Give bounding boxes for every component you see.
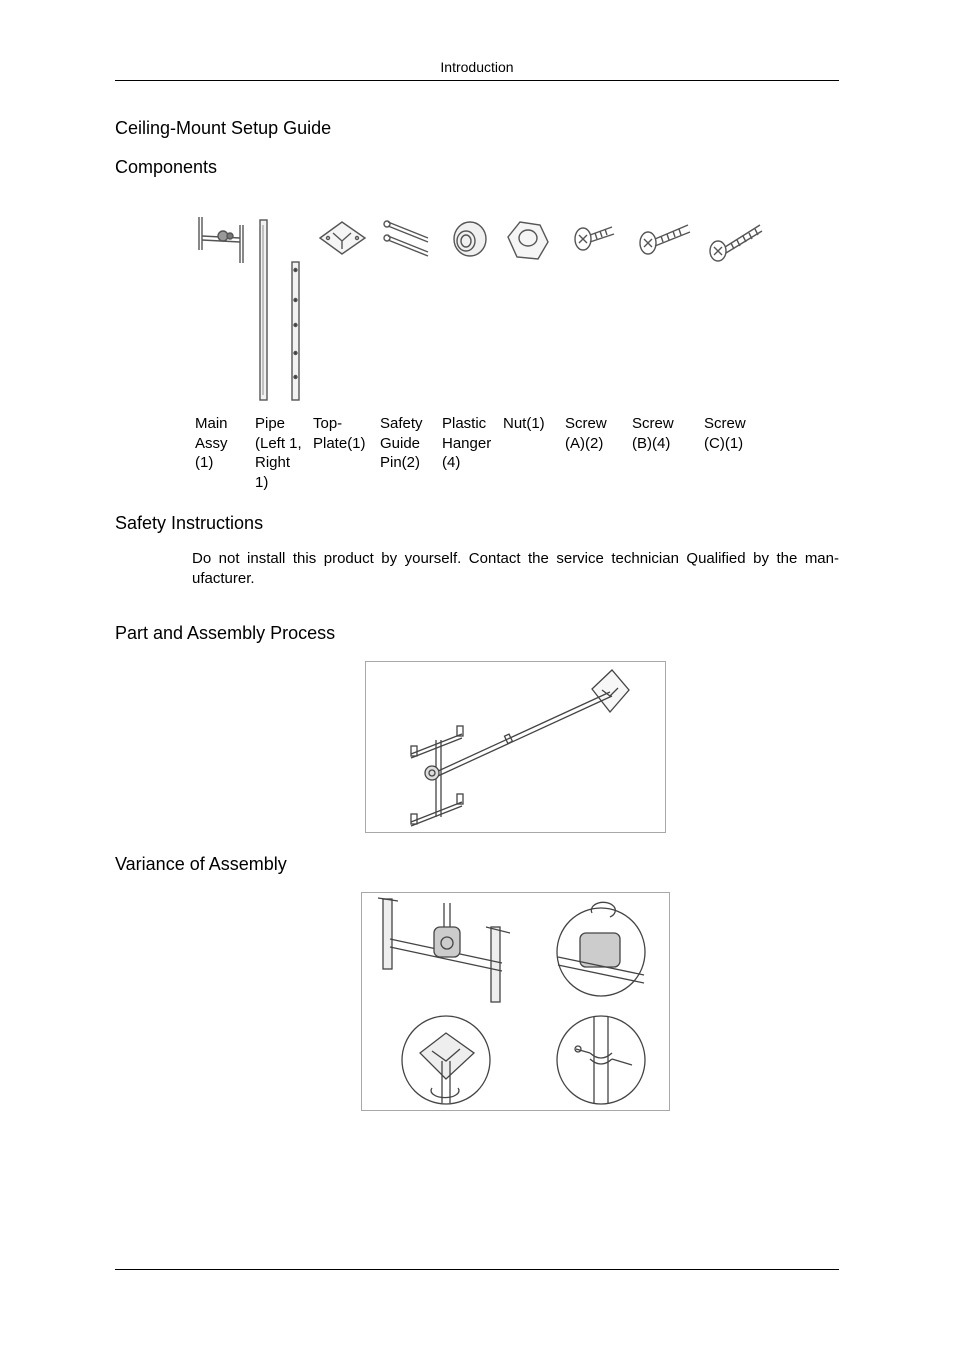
nut-drawing (508, 222, 548, 259)
part-label: Screw (B)(4) (632, 415, 674, 452)
safety-pins-drawing (384, 221, 428, 256)
variance-detail-bottom-left (402, 1016, 490, 1104)
components-heading: Components (115, 157, 218, 177)
screw-b-drawing (640, 225, 690, 254)
part-label: Plastic Hanger (4) (442, 415, 492, 471)
assembly-figure (365, 661, 666, 833)
variance-heading: Variance of Assembly (115, 854, 287, 874)
part-label: Screw (A)(2) (565, 415, 607, 452)
variance-detail-top-right (557, 902, 645, 996)
components-illustration (190, 205, 780, 405)
pipe-short-drawing (292, 262, 299, 400)
variance-main-drawing (378, 898, 510, 1002)
part-label: Main Assy (1) (195, 415, 228, 471)
screw-a-drawing (575, 227, 614, 250)
safety-paragraph: Do not install this product by yourself. Contact the service technician Qualified by the man-ufacturer. (192, 550, 839, 587)
header-rule (115, 80, 839, 81)
pipe-long-drawing (260, 220, 267, 400)
screw-c-drawing (710, 225, 762, 261)
part-label: Screw (C)(1) (704, 415, 746, 452)
safety-heading: Safety Instructions (115, 513, 264, 533)
part-label: Safety Guide Pin(2) (380, 415, 423, 471)
page-title: Ceiling-Mount Setup Guide (115, 118, 332, 138)
variance-detail-bottom-right (557, 1016, 645, 1104)
variance-figure (361, 892, 670, 1111)
assembly-heading: Part and Assembly Process (115, 623, 336, 643)
running-header: Introduction (440, 59, 514, 75)
components-labels (0, 414, 954, 504)
part-label: Top- Plate(1) (313, 415, 366, 452)
plastic-hanger-drawing (454, 222, 486, 256)
main-assy-drawing (199, 217, 243, 263)
part-label: Nut(1) (503, 415, 545, 432)
footer-rule (115, 1269, 839, 1270)
top-plate-drawing (320, 222, 365, 254)
part-label: Pipe (Left 1, Right 1) (255, 415, 302, 491)
